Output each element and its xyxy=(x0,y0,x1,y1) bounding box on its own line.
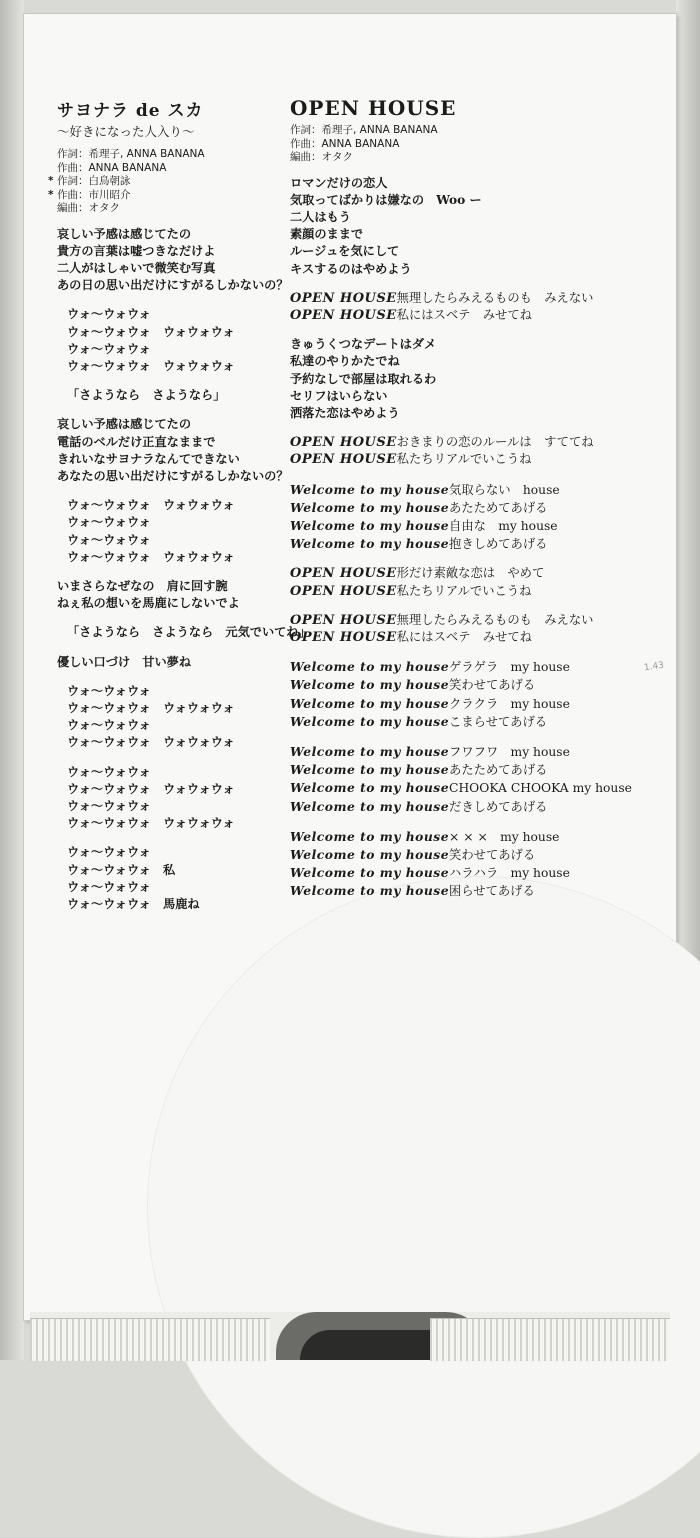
lyric-line: Welcome to my houseCHOOKA CHOOKA my house xyxy=(290,780,632,796)
lyric-stanza xyxy=(290,336,670,422)
song-credits xyxy=(290,124,670,165)
lyric-line: 私達のやりかたでね xyxy=(290,354,400,369)
lyric-line: OPEN HOUSE私たちリアルでいこうね xyxy=(290,583,532,599)
lyric-line: 気取ってばかりは嫌なの Woo ー xyxy=(290,192,482,207)
lyric-line: ウォ〜ウォウォ xyxy=(67,798,151,813)
lyric-line: OPEN HOUSE私たちリアルでいこうね xyxy=(290,452,532,468)
lyric-line: 哀しい予感は感じてたの xyxy=(57,226,192,241)
lyric-line: 「さようなら さようなら」 xyxy=(67,388,226,403)
lyric-line: Welcome to my houseクラクラ my house xyxy=(290,695,570,711)
lyric-line: Welcome to my houseあたためてあげる xyxy=(290,762,548,778)
lyric-line: Welcome to my house困らせてあげる xyxy=(290,883,535,899)
lyric-line: ウォ〜ウォウォ 私 xyxy=(67,862,176,877)
lyric-line: Welcome to my house気取らない house xyxy=(290,481,560,497)
lyric-line: 哀しい予感は感じてたの xyxy=(57,417,192,432)
lyric-line: Welcome to my house× × × my house xyxy=(290,828,560,844)
lyric-chorus xyxy=(290,828,670,901)
lyric-line: Welcome to my houseだきしめてあげる xyxy=(290,798,548,814)
lyric-line: 貴方の言葉は嘘つきなだけよ xyxy=(57,243,216,258)
lyric-line: ウォ〜ウォウォ ウォウォウォ xyxy=(67,549,235,564)
lyric-chant xyxy=(57,497,277,566)
song-sayonara-de-ska xyxy=(48,96,311,925)
credit-line: 作曲：ANNA BANANA xyxy=(290,137,400,150)
lyric-line: 予約なしで部屋は取れるわ xyxy=(290,371,437,386)
lyric-line: ねぇ私の想いを馬鹿にしないでよ xyxy=(57,596,240,611)
cd-tray xyxy=(30,1312,670,1360)
lyric-line: ウォ〜ウォウォ ウォウォウォ xyxy=(67,816,235,831)
lyric-chorus xyxy=(290,743,670,816)
lyric-line: ウォ〜ウォウォ xyxy=(67,307,151,322)
lyric-chant xyxy=(57,683,277,752)
lyric-line: いまさらなぜなの 肩に回す腕 xyxy=(57,578,228,593)
lyric-line: きれいなサヨナラなんてできない xyxy=(57,451,240,466)
song-subtitle: 〜好きになった人入り〜 xyxy=(57,124,195,139)
lyric-line: 優しい口づけ 甘い夢ね xyxy=(57,654,192,669)
lyric-line: ウォ〜ウォウォ ウォウォウォ xyxy=(67,324,235,339)
lyric-chant xyxy=(57,764,277,833)
song-credits xyxy=(48,148,277,216)
lyric-line: OPEN HOUSEおきまりの恋のルールは すててね xyxy=(290,435,594,451)
credit-line: 編曲：オタク xyxy=(290,151,353,163)
disc-impression xyxy=(147,876,700,1538)
lyric-line: Welcome to my houseフワフワ my house xyxy=(290,743,570,759)
credit-line: 編曲：オタク xyxy=(57,202,120,214)
lyric-line: ウォ〜ウォウォ ウォウォウォ xyxy=(67,735,235,750)
song-title: サヨナラ de スカ xyxy=(57,101,204,121)
lyric-chorus xyxy=(290,434,670,468)
lyric-line: ウォ〜ウォウォ ウォウォウォ xyxy=(67,358,235,373)
lyric-chorus xyxy=(290,481,670,554)
lyric-line: Welcome to my house自由な my house xyxy=(290,517,558,533)
lyric-line: ウォ〜ウォウォ xyxy=(67,532,151,547)
lyric-line: ウォ〜ウォウォ 馬鹿ね xyxy=(67,897,200,911)
lyric-line: 「さようなら さようなら 元気でいてね」 xyxy=(67,625,311,640)
credit-line: 作曲：ANNA BANANA xyxy=(57,161,167,174)
tray-grille-right xyxy=(430,1318,670,1361)
lyric-line: ウォ〜ウォウォ ウォウォウォ xyxy=(67,498,235,513)
lyric-line: Welcome to my house抱きしめてあげる xyxy=(290,536,548,552)
lyric-line: ウォ〜ウォウォ xyxy=(67,515,151,530)
lyric-chant xyxy=(57,844,277,913)
lyric-line: ウォ〜ウォウォ xyxy=(67,683,151,698)
lyric-line: ロマンだけの恋人 xyxy=(290,175,388,190)
lyric-line: 電話のベルだけ正直なままで xyxy=(57,434,216,449)
lyric-stanza xyxy=(290,175,670,278)
lyric-line: ウォ〜ウォウォ ウォウォウォ xyxy=(67,781,235,796)
lyric-chorus xyxy=(290,612,670,646)
lyric-line: あなたの思い出だけにすがるしかないの？ xyxy=(57,468,289,483)
lyric-line: OPEN HOUSE無理したらみえるものも みえない xyxy=(290,290,594,306)
lyric-line: 二人はもう xyxy=(290,209,351,224)
lyric-line: OPEN HOUSE形だけ素敵な恋は やめて xyxy=(290,566,545,582)
lyric-line: Welcome to my houseゲラゲラ my house xyxy=(290,659,570,675)
lyric-line: キスするのはやめよう xyxy=(290,261,412,276)
lyric-quote xyxy=(57,624,311,641)
lyric-chorus xyxy=(290,290,670,324)
lyric-line: OPEN HOUSE私にはスベテ みせてね xyxy=(290,307,532,323)
pencil-note: 1.43 xyxy=(643,660,665,674)
lyric-line: きゅうくつなデートはダメ xyxy=(290,337,437,352)
lyric-stanza xyxy=(57,654,277,671)
lyric-line: セリフはいらない xyxy=(290,388,388,403)
lyric-line: ウォ〜ウォウォ xyxy=(67,718,151,733)
credit-line: * 作曲：市川昭介 xyxy=(48,188,131,201)
lyric-line: Welcome to my houseこまらせてあげる xyxy=(290,713,548,729)
lyric-line: Welcome to my house笑わせてあげる xyxy=(290,847,536,862)
credit-line: * 作詞：白鳥朝詠 xyxy=(48,175,131,187)
lyric-quote xyxy=(57,387,277,404)
lyric-line: ウォ〜ウォウォ xyxy=(67,341,151,356)
song-title: OPEN HOUSE xyxy=(290,96,457,120)
tray-grille-left xyxy=(30,1318,270,1361)
lyric-stanza xyxy=(57,416,289,485)
lyric-line: 素顔のままで xyxy=(290,227,364,242)
lyric-line: ウォ〜ウォウォ xyxy=(67,879,151,894)
lyric-line: Welcome to my houseあたためてあげる xyxy=(290,499,548,515)
lyric-line: Welcome to my house笑わせてあげる xyxy=(290,677,536,693)
lyric-line: 洒落た恋はやめよう xyxy=(290,405,400,420)
lyric-line: あの日の思い出だけにすがるしかないの？ xyxy=(57,278,289,293)
lyric-chant xyxy=(57,306,277,375)
lyric-line: OPEN HOUSE私にはスベテ みせてね xyxy=(290,629,532,645)
lyric-stanza xyxy=(57,578,277,612)
credit-line: 作詞：希理子, ANNA BANANA xyxy=(57,148,205,160)
lyric-stanza xyxy=(57,226,289,295)
lyric-line: OPEN HOUSE無理したらみえるものも みえない xyxy=(290,612,594,628)
lyric-line: ウォ〜ウォウォ ウォウォウォ xyxy=(67,700,235,715)
lyric-line: Welcome to my houseハラハラ my house xyxy=(290,865,570,881)
lyric-chorus xyxy=(290,658,670,731)
lyric-chorus xyxy=(290,565,670,599)
lyric-line: ウォ〜ウォウォ xyxy=(67,845,151,860)
lyric-line: 二人がはしゃいで微笑む写真 xyxy=(57,260,216,275)
scan-edge-left xyxy=(0,0,24,1360)
song-open-house xyxy=(290,96,670,913)
lyric-line: ルージュを気にして xyxy=(290,244,400,259)
lyric-line: ウォ〜ウォウォ xyxy=(67,764,151,779)
credit-line: 作詞：希理子, ANNA BANANA xyxy=(290,124,438,136)
